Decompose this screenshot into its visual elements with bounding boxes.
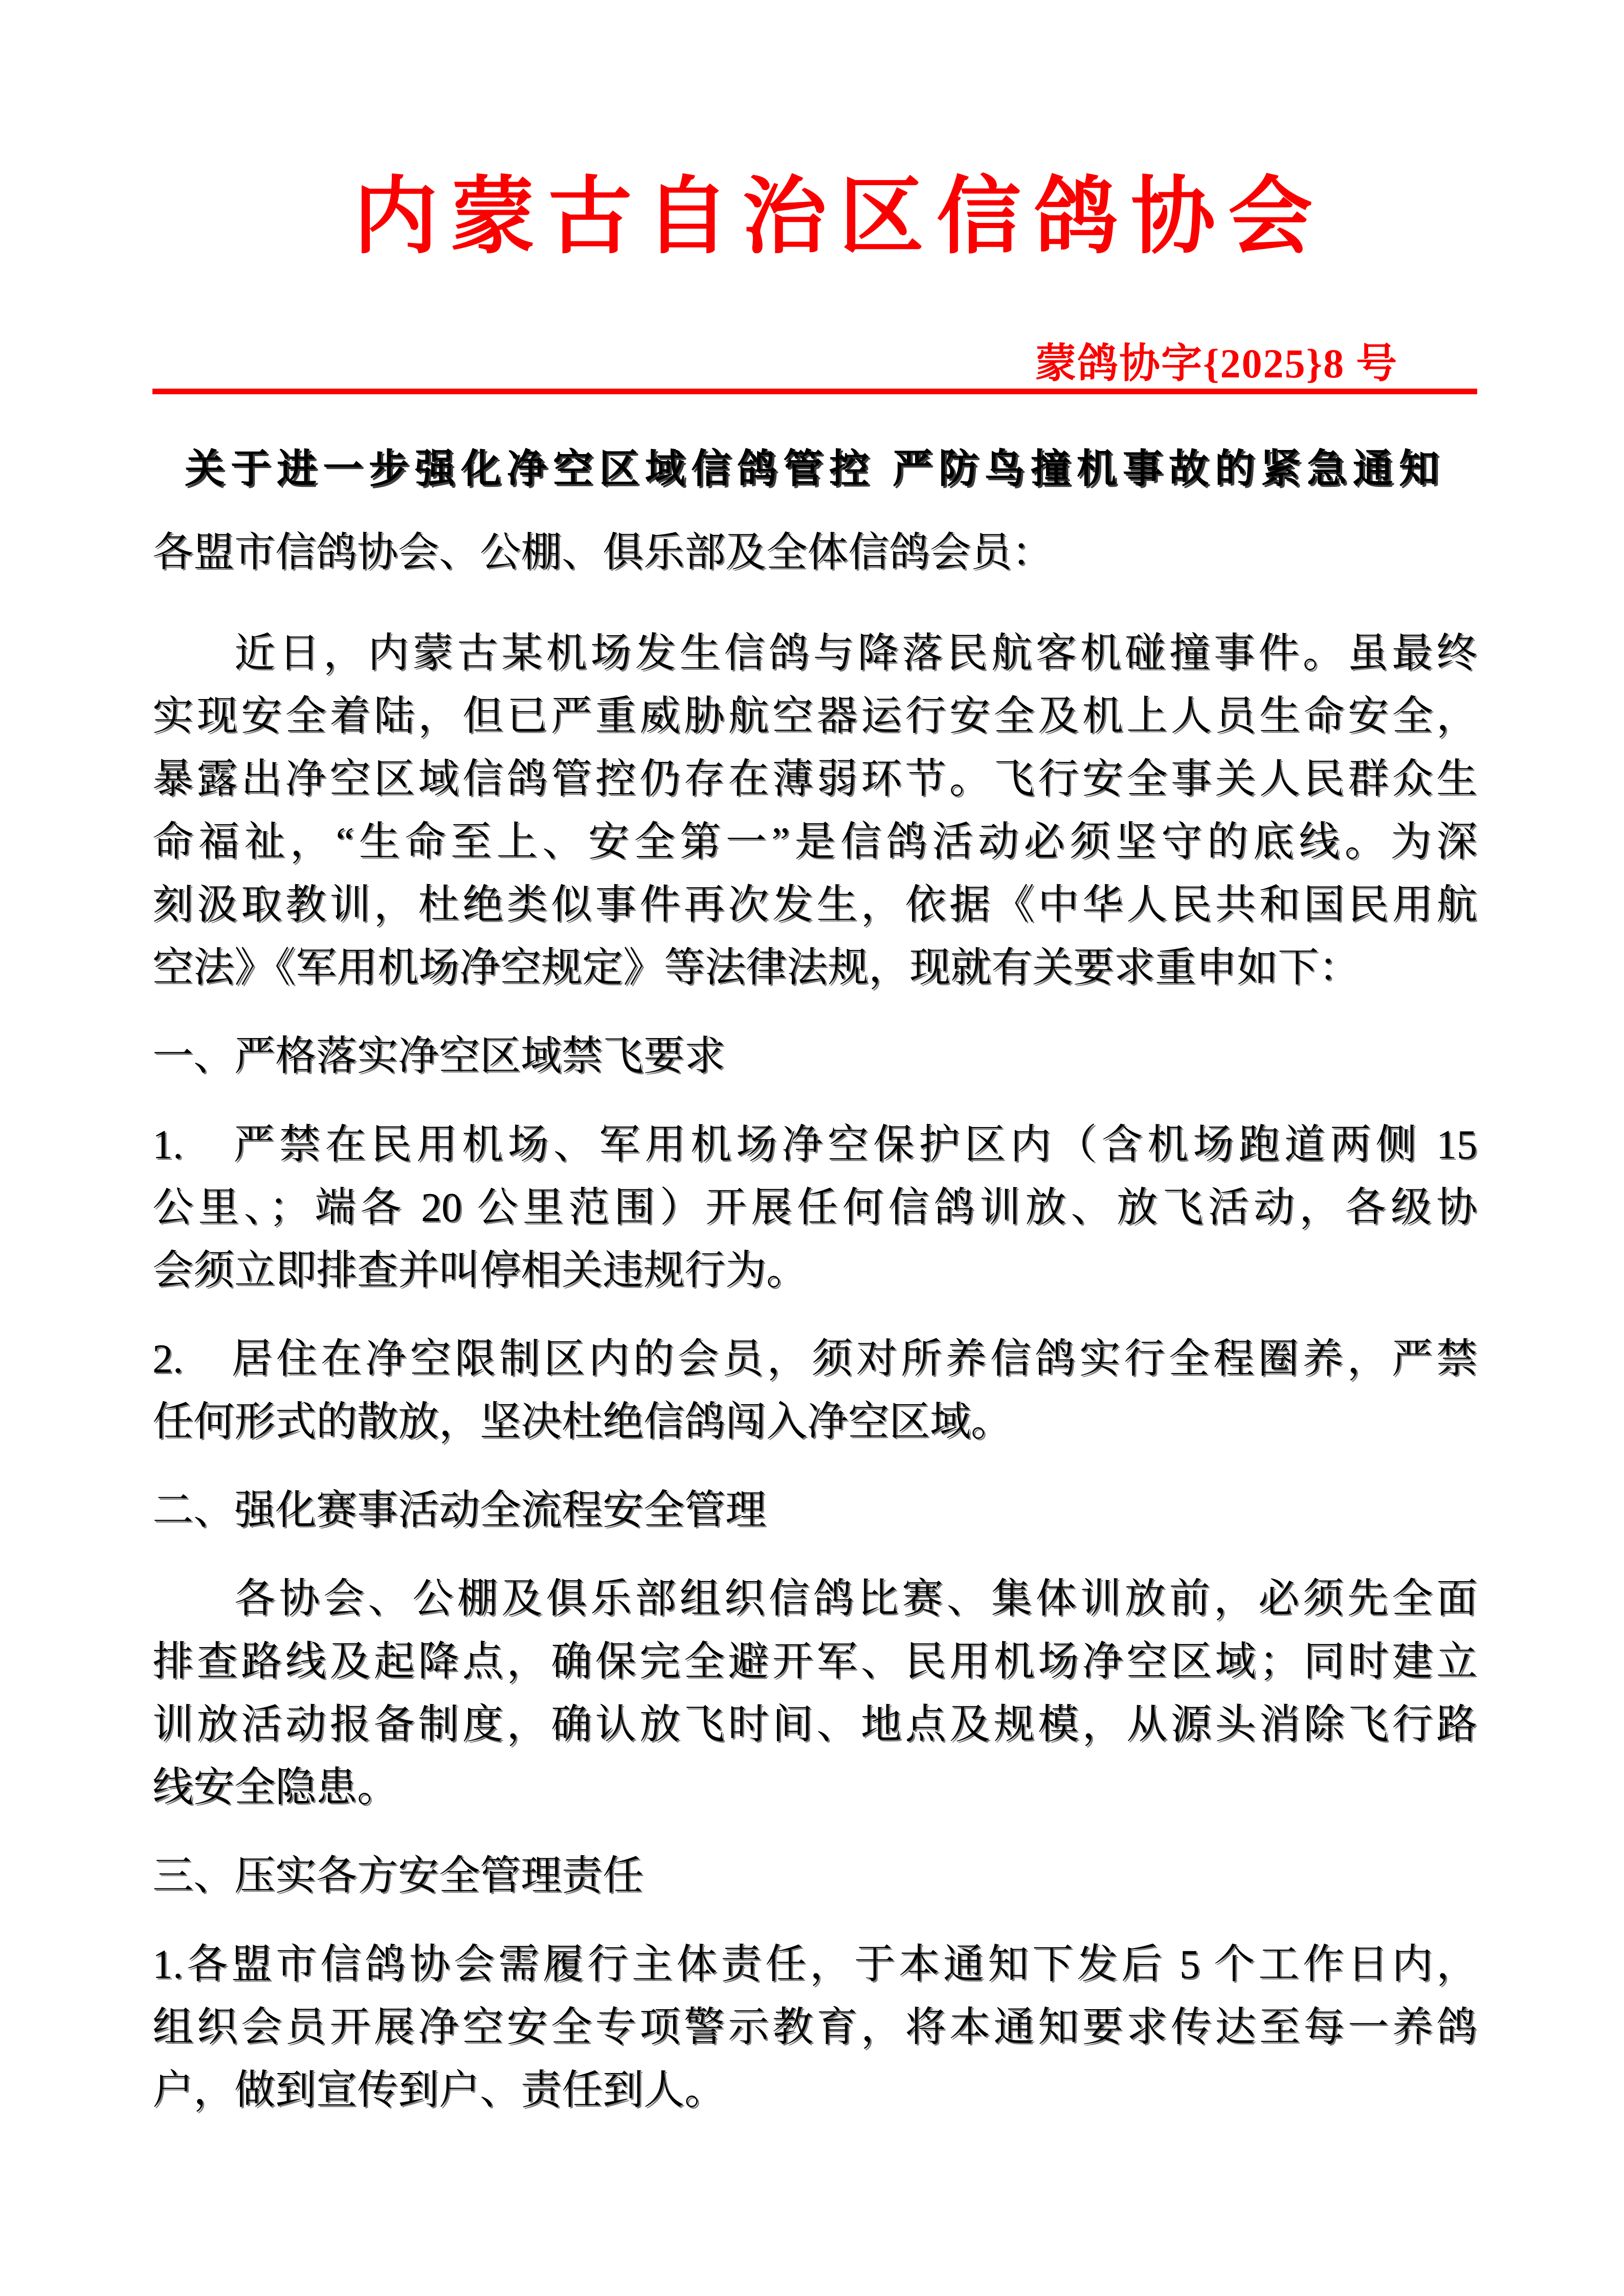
body-line: 三、压实各方安全管理责任 — [152, 1854, 643, 1899]
body-line: 二、强化赛事活动全流程安全管理 — [152, 1488, 766, 1533]
body-line: 命福祉，“生命至上、安全第一”是信鸽活动必须坚守的底线。为深 — [152, 820, 1477, 865]
body-line: 一、严格落实净空区域禁飞要求 — [152, 1034, 725, 1079]
body-line: 实现安全着陆，但已严重威胁航空器运行安全及机上人员生命安全， — [152, 694, 1477, 739]
body-block-item — [152, 1328, 1477, 1454]
notice-body — [152, 622, 1477, 2122]
body-line: 暴露出净空区域信鸽管控仍存在薄弱环节。飞行安全事关人民群众生 — [152, 757, 1477, 802]
body-line: 任何形式的散放，坚决杜绝信鸽闯入净空区域。 — [152, 1400, 1012, 1445]
red-separator-line — [152, 389, 1477, 394]
body-line: 空法》《军用机场净空规定》等法律法规，现就有关要求重申如下： — [152, 946, 1360, 991]
body-block-paragraph — [152, 622, 1477, 1000]
body-line: 会须立即排查并叫停相关违规行为。 — [152, 1248, 807, 1293]
body-line: 公里、；端各 20 公里范围）开展任何信鸽训放、放飞活动，各级协 — [152, 1185, 1477, 1230]
notice-title: 关于进一步强化净空区域信鸽管控 严防鸟撞机事故的紧急通知 — [185, 446, 1445, 491]
body-block-heading — [152, 1845, 1477, 1908]
body-line: 组织会员开展净空安全专项警示教育，将本通知要求传达至每一养鸽 — [152, 2005, 1477, 2050]
body-line: 近日，内蒙古某机场发生信鸽与降落民航客机碰撞事件。虽最终 — [234, 631, 1477, 676]
body-line: 2. 居住在净空限制区内的会员，须对所养信鸽实行全程圈养，严禁 — [152, 1337, 1477, 1382]
body-block-item — [152, 1114, 1477, 1302]
body-line: 1.各盟市信鸽协会需履行主体责任，于本通知下发后 5 个工作日内， — [152, 1942, 1477, 1987]
body-block-item — [152, 1933, 1477, 2122]
body-block-heading — [152, 1479, 1477, 1542]
body-block-paragraph — [152, 1568, 1477, 1819]
body-line: 线安全隐患。 — [152, 1765, 398, 1810]
body-line: 户，做到宣传到户、责任到人。 — [152, 2068, 725, 2113]
body-block-heading — [152, 1025, 1477, 1088]
body-line: 各协会、公棚及俱乐部组织信鸽比赛、集体训放前，必须先全面 — [234, 1577, 1477, 1622]
body-line: 训放活动报备制度，确认放飞时间、地点及规模，从源头消除飞行路 — [152, 1702, 1477, 1747]
body-line: 1. 严禁在民用机场、军用机场净空保护区内（含机场跑道两侧 15 — [152, 1122, 1477, 1167]
body-line: 刻汲取教训，杜绝类似事件再次发生，依据《中华人民共和国民用航 — [152, 883, 1477, 928]
org-title: 内蒙古自治区信鸽协会 — [353, 170, 1325, 264]
salutation: 各盟市信鸽协会、公棚、俱乐部及全体信鸽会员： — [152, 530, 1053, 575]
doc-number: 蒙鸽协字{2025}8 号 — [1035, 342, 1398, 387]
body-line: 排查路线及起降点，确保完全避开军、民用机场净空区域；同时建立 — [152, 1639, 1477, 1684]
